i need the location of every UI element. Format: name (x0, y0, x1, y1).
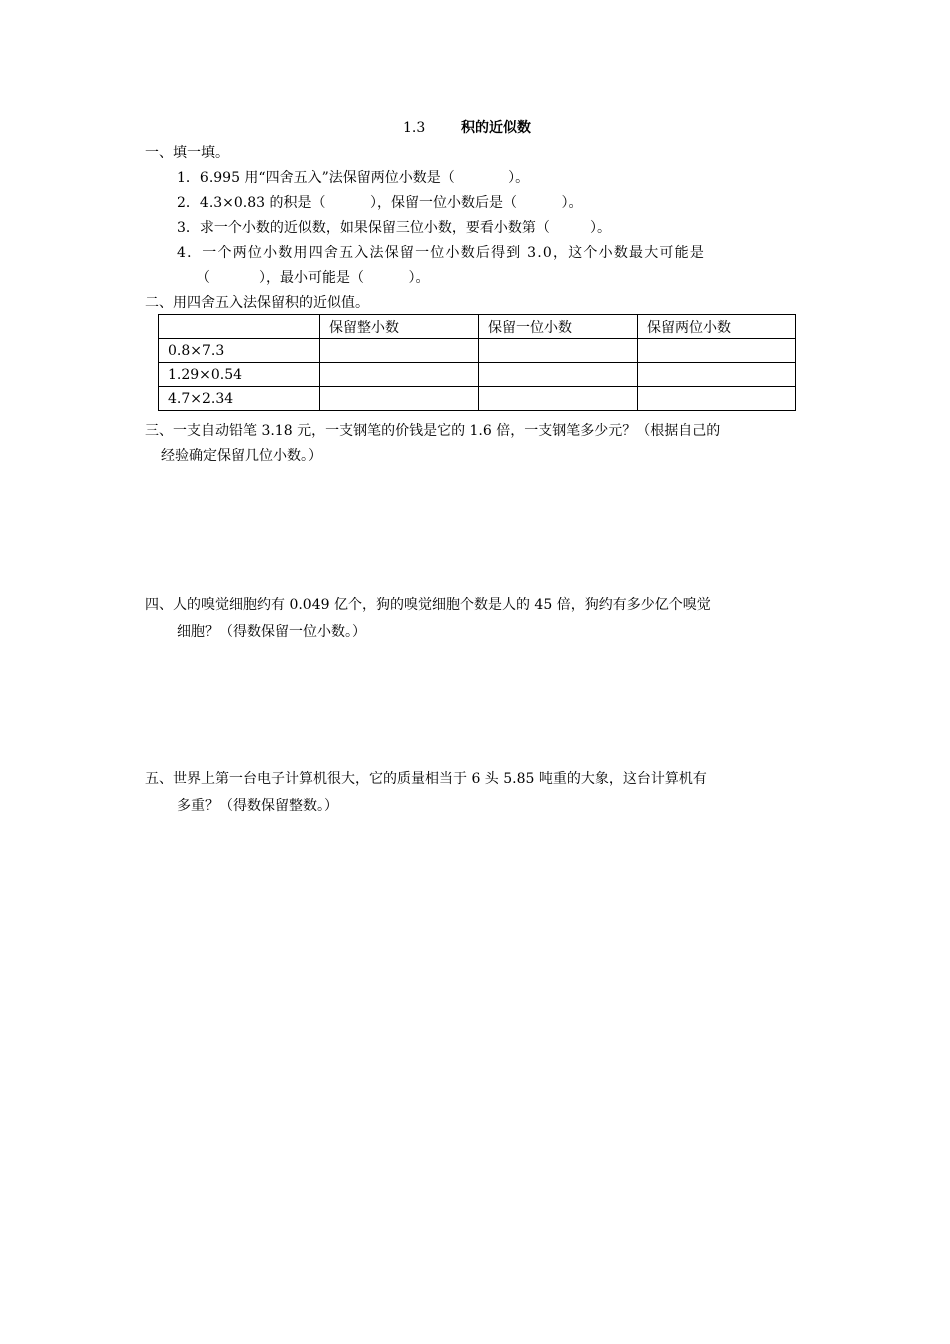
section4-line-2: 细胞？（得数保留一位小数。） (177, 624, 366, 640)
table-header-cell (159, 315, 320, 339)
table-header-row (159, 315, 796, 339)
table-cell: 0.8×7.3 (159, 339, 320, 363)
section2-heading: 二、用四舍五入法保留积的近似值。 (145, 295, 369, 311)
table-cell (320, 339, 479, 363)
table-cell (638, 339, 796, 363)
table-row (159, 339, 796, 363)
table-header-cell: 保留整小数 (320, 315, 479, 339)
table-cell (320, 387, 479, 411)
section1-heading: 一、填一填。 (145, 145, 229, 161)
table-cell (479, 387, 638, 411)
table-header-cell: 保留两位小数 (638, 315, 796, 339)
table-cell (638, 363, 796, 387)
table-cell: 4.7×2.34 (159, 387, 320, 411)
section5-line-1: 五、世界上第一台电子计算机很大，它的质量相当于 6 头 5.85 吨重的大象，这台计算机有 (145, 771, 707, 787)
section4-line-1: 四、人的嗅觉细胞约有 0.049 亿个，狗的嗅觉细胞个数是人的 45 倍，狗约有多少亿个嗅觉 (145, 597, 711, 613)
table-cell (479, 363, 638, 387)
section5-line-2: 多重？（得数保留整数。） (177, 798, 338, 814)
section3-line-1: 三、一支自动铅笔 3.18 元，一支钢笔的价钱是它的 1.6 倍，一支钢笔多少元？（根据自己的 (145, 423, 721, 439)
section1-item-3: 3．求一个小数的近似数，如果保留三位小数，要看小数第（ ）。 (177, 220, 611, 236)
table-cell (320, 363, 479, 387)
section1-item-2: 2．4.3×0.83 的积是（ ），保留一位小数后是（ ）。 (177, 195, 583, 211)
table-cell (638, 387, 796, 411)
table-cell (479, 339, 638, 363)
title-text: 积的近似数 (461, 120, 531, 136)
title-number: 1.3 (403, 120, 426, 136)
page-title (403, 118, 531, 138)
approximation-table (158, 314, 796, 411)
table-header-cell: 保留一位小数 (479, 315, 638, 339)
section1-item-1: 1．6.995 用“四舍五入”法保留两位小数是（ ）。 (177, 170, 530, 186)
table-row (159, 363, 796, 387)
table-row (159, 387, 796, 411)
table-cell: 1.29×0.54 (159, 363, 320, 387)
section1-item-4-cont: （ ），最小可能是（ ）。 (196, 270, 430, 286)
section3-line-2: 经验确定保留几位小数。） (161, 448, 322, 464)
section1-item-4: 4．一个两位小数用四舍五入法保留一位小数后得到 3.0，这个小数最大可能是 (177, 245, 706, 261)
